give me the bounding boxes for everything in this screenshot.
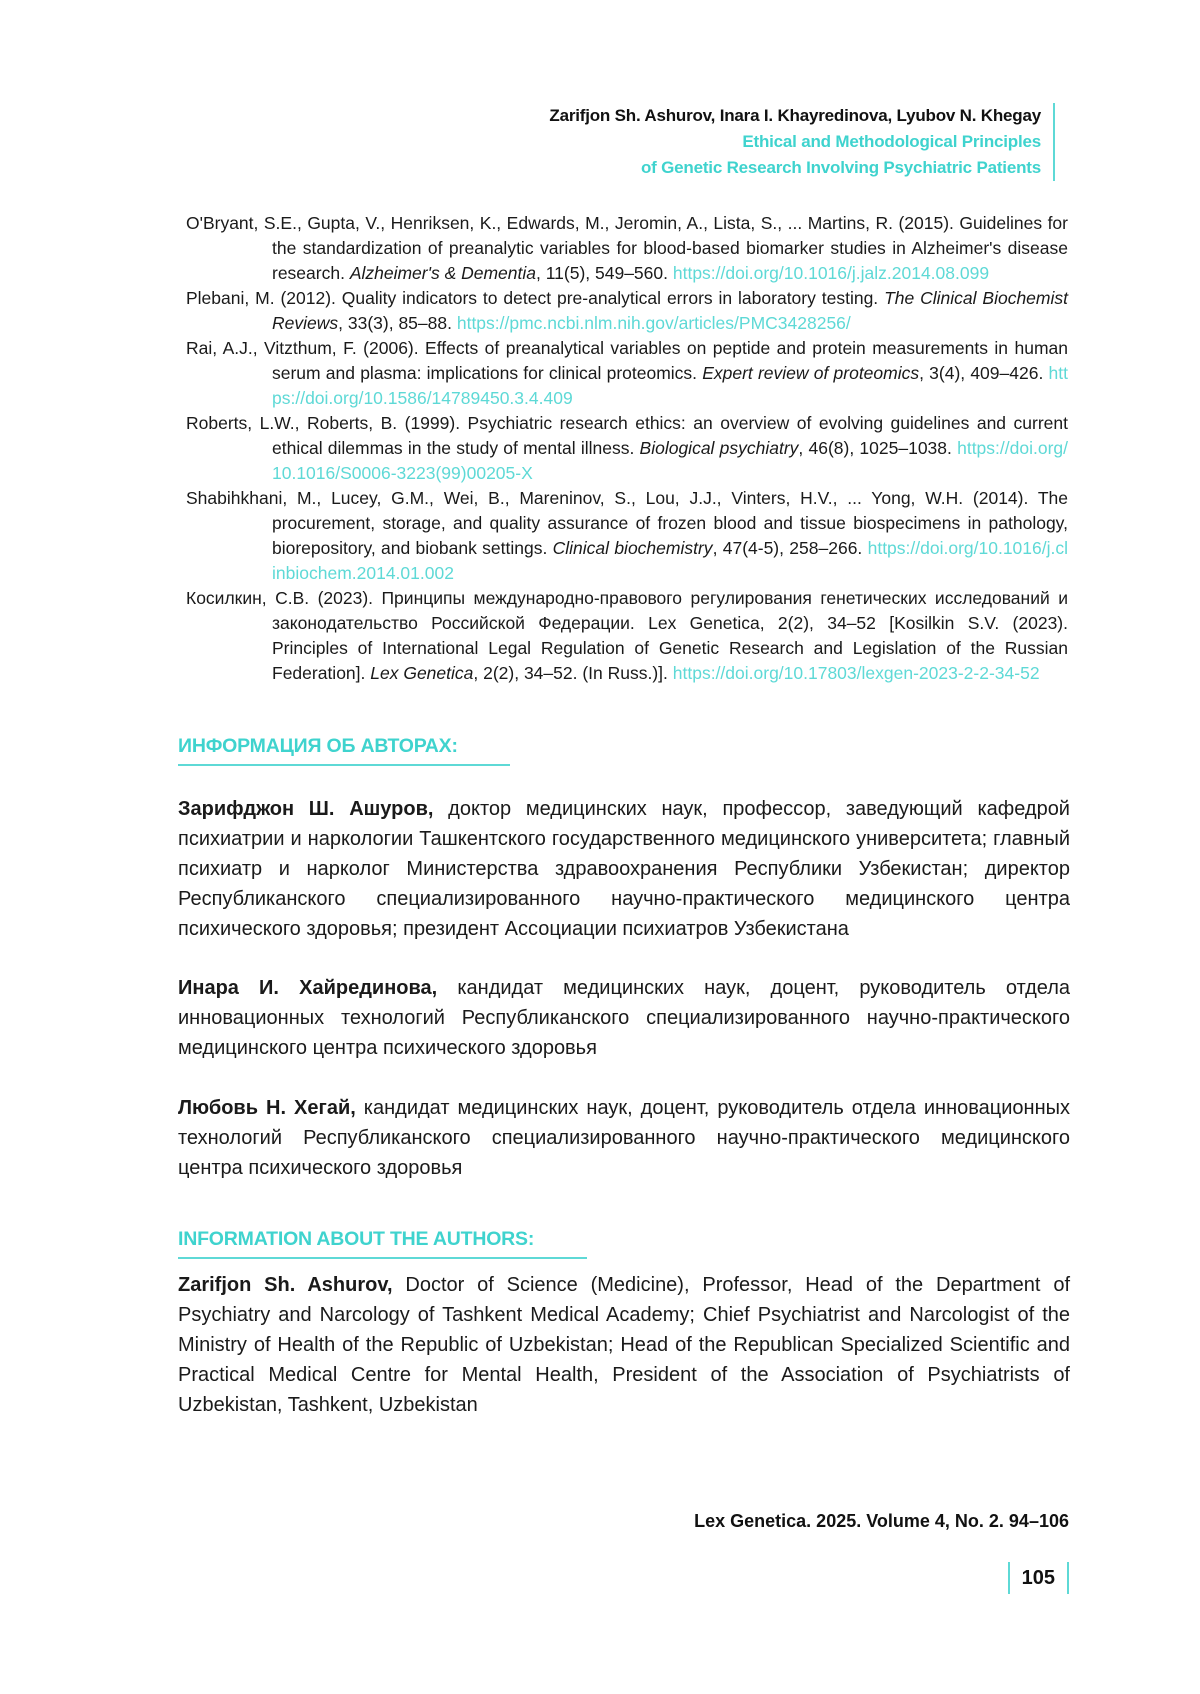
reference-text: Косилкин, С.В. (2023). Принципы международно-правового регулирования генетических исследований и законодательство Российской Федерации. Lex Genetica, 2(2), 34–52 [Kosilkin S.V. (2023). Principles of International Legal Regulation of Genetic Research and Legislation of the Russian Federation]. bbox=[186, 588, 1068, 683]
reference-details: , 2(2), 34–52. (In Russ.)]. bbox=[473, 663, 673, 683]
reference-details: , 3(4), 409–426. bbox=[919, 363, 1049, 383]
section-heading-authors-en: INFORMATION ABOUT THE AUTHORS: bbox=[178, 1228, 587, 1259]
author-description: кандидат медицинских наук, доцент, руководитель отдела инновационных технологий Республиканского специализированного научно-практического медицинского центра психического здоровья bbox=[178, 977, 1070, 1059]
author-bio bbox=[178, 1270, 1070, 1420]
reference-doi-link[interactable]: https://doi.org/10.17803/lexgen-2023-2-2-34-52 bbox=[672, 663, 1040, 683]
author-description: доктор медицинских наук, профессор, заведующий кафедрой психиатрии и наркологии Ташкентского государственного медицинского университета; главный психиатр и нарколог Министерства здравоохранения Республики Узбекистан; директор Республиканского специализированного научно-практического медицинского центра психического здоровья; президент Ассоциации психиатров Узбекистана bbox=[178, 798, 1070, 940]
reference-details: , 11(5), 549–560. bbox=[536, 263, 673, 283]
reference-text: O'Bryant, S.E., Gupta, V., Henriksen, K., Edwards, M., Jeromin, A., Lista, S., ... Martins, R. (2015). Guidelines for the standardization of preanalytic variables for blood-based biomarker studies in Alzheimer's disease research. bbox=[186, 213, 1068, 283]
reference-text: Shabihkhani, M., Lucey, G.M., Wei, B., Mareninov, S., Lou, J.J., Vinters, H.V., ... Yong, W.H. (2014). The procurement, storage, and quality assurance of frozen blood and tissue biospecimens in pathology, biorepository, and biobank settings. bbox=[186, 488, 1068, 558]
reference-doi-link[interactable]: https://doi.org/10.1016/S0006-3223(99)00205-X bbox=[272, 438, 1068, 483]
reference-details: , 47(4-5), 258–266. bbox=[712, 538, 868, 558]
reference-doi-link[interactable]: https://doi.org/10.1016/j.clinbiochem.2014.01.002 bbox=[272, 538, 1068, 583]
reference-list bbox=[186, 211, 1068, 686]
reference-text: Rai, A.J., Vitzthum, F. (2006). Effects of preanalytical variables on peptide and protein measurements in human serum and plasma: implications for clinical proteomics. bbox=[186, 338, 1068, 383]
author-description: Doctor of Science (Medicine), Professor, Head of the Department of Psychiatry and Narcology of Tashkent Medical Academy; Chief Psychiatrist and Narcologist of the Ministry of Health of the Republic of Uzbekistan; Head of the Republican Specialized Scientific and Practical Medical Centre for Mental Health, President of the Association of Psychiatrists of Uzbekistan, Tashkent, Uzbekistan bbox=[178, 1274, 1070, 1416]
page-number: 105 bbox=[1008, 1562, 1069, 1594]
journal-footer: Lex Genetica. 2025. Volume 4, No. 2. 94–106 bbox=[694, 1511, 1069, 1531]
author-bio bbox=[178, 794, 1070, 944]
reference-doi-link[interactable]: https://pmc.ncbi.nlm.nih.gov/articles/PMC3428256/ bbox=[456, 313, 851, 333]
reference-text: Plebani, M. (2012). Quality indicators to detect pre-analytical errors in laboratory testing. bbox=[186, 288, 885, 308]
reference-details: , 33(3), 85–88. bbox=[338, 313, 457, 333]
reference-journal: Expert review of proteomics bbox=[702, 363, 920, 383]
reference-item bbox=[186, 486, 1068, 586]
header-title-line-1: Ethical and Methodological Principles bbox=[742, 132, 1041, 151]
author-bio bbox=[178, 1093, 1070, 1183]
author-bio bbox=[178, 973, 1070, 1063]
reference-doi-link[interactable]: https://doi.org/10.1016/j.jalz.2014.08.099 bbox=[672, 263, 990, 283]
author-name: Zarifjon Sh. Ashurov, bbox=[178, 1274, 393, 1296]
reference-item bbox=[186, 211, 1068, 286]
reference-journal: Clinical biochemistry bbox=[552, 538, 713, 558]
reference-item bbox=[186, 586, 1068, 686]
header-title-line-2: of Genetic Research Involving Psychiatric Patients bbox=[640, 158, 1041, 177]
reference-journal: The Clinical Biochemist Reviews bbox=[272, 288, 1068, 333]
section-heading-authors-ru: ИНФОРМАЦИЯ ОБ АВТОРАХ: bbox=[178, 735, 510, 766]
author-name: Любовь Н. Хегай, bbox=[178, 1097, 356, 1119]
reference-doi-link[interactable]: https://doi.org/10.1586/14789450.3.4.409 bbox=[272, 363, 1068, 408]
reference-item bbox=[186, 336, 1068, 411]
reference-journal: Lex Genetica bbox=[370, 663, 474, 683]
header-authors: Zarifjon Sh. Ashurov, Inara I. Khayredinova, Lyubov N. Khegay bbox=[549, 106, 1041, 125]
running-header bbox=[321, 103, 1055, 181]
reference-journal: Biological psychiatry bbox=[639, 438, 799, 458]
reference-journal: Alzheimer's & Dementia bbox=[349, 263, 536, 283]
reference-item bbox=[186, 411, 1068, 486]
reference-details: , 46(8), 1025–1038. bbox=[798, 438, 958, 458]
author-name: Зарифджон Ш. Ашуров, bbox=[178, 798, 434, 820]
author-description: кандидат медицинских наук, доцент, руководитель отдела инновационных технологий Республиканского специализированного научно-практического медицинского центра психического здоровья bbox=[178, 1097, 1070, 1179]
reference-text: Roberts, L.W., Roberts, B. (1999). Psychiatric research ethics: an overview of evolving guidelines and current ethical dilemmas in the study of mental illness. bbox=[186, 413, 1068, 458]
author-name: Инара И. Хайрединова, bbox=[178, 977, 438, 999]
reference-item bbox=[186, 286, 1068, 336]
